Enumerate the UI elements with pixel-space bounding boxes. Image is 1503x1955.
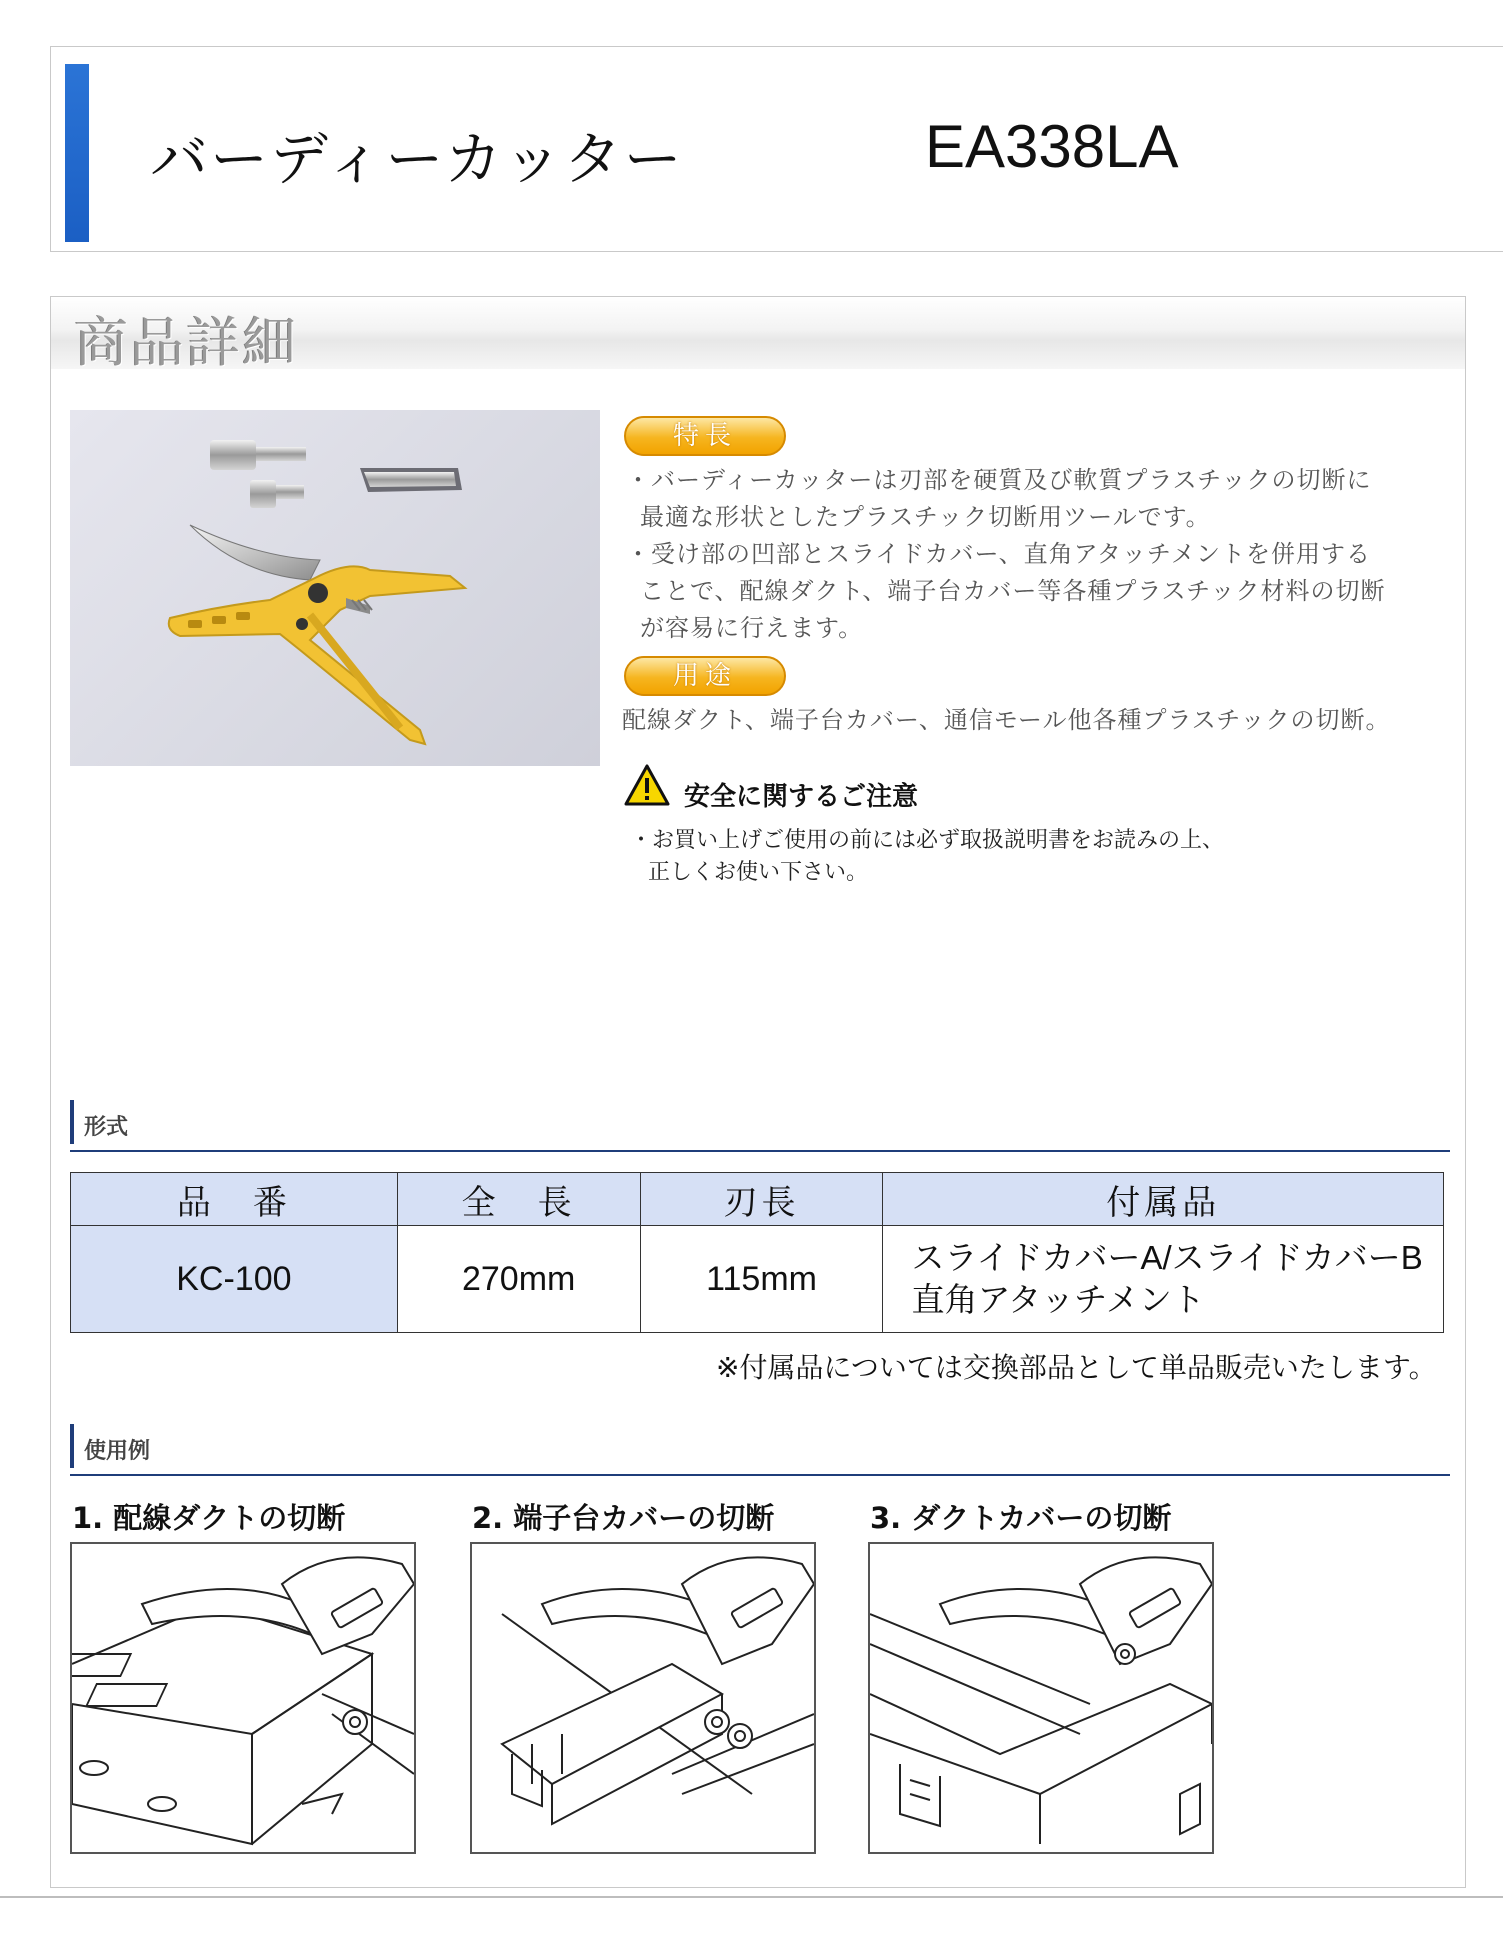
header-accent-bar: [65, 64, 89, 242]
example-illustration-terminal-cover: [470, 1542, 816, 1854]
example-caption: 2. 端子台カバーの切断: [472, 1501, 775, 1535]
examples-heading-bar: [70, 1424, 74, 1468]
detail-section-title: 商品詳細: [74, 311, 298, 374]
accessories-line: スライドカバーA/スライドカバーB: [911, 1239, 1423, 1276]
cell-part-no: KC-100: [71, 1226, 398, 1333]
table-header-row: [71, 1173, 1444, 1226]
spec-heading: 形式: [84, 1115, 129, 1140]
accessories-line: 直角アタッチメント: [911, 1281, 1205, 1318]
column-header-length: 全 長: [397, 1173, 640, 1226]
cutter-photo-image: [70, 410, 600, 766]
safety-line: ・お買い上げご使用の前には必ず取扱説明書をお読みの上、: [630, 828, 1225, 853]
spec-heading-rule: [70, 1150, 1450, 1152]
usage-badge: 用途: [624, 656, 786, 696]
features-line: が容易に行えます。: [640, 614, 864, 642]
product-model-number: EA338LA: [925, 113, 1179, 180]
column-header-part-no: 品 番: [71, 1173, 398, 1226]
cell-length: 270mm: [397, 1226, 640, 1333]
features-line: ・バーディーカッターは刃部を硬質及び軟質プラスチックの切断に: [626, 466, 1372, 494]
features-badge: 特長: [624, 416, 786, 456]
example-illustration-duct: [70, 1542, 416, 1854]
table-row: [71, 1226, 1444, 1333]
product-photo: [70, 410, 600, 766]
column-header-blade: 刃長: [640, 1173, 883, 1226]
usage-text: 配線ダクト、端子台カバー、通信モール他各種プラスチックの切断。: [622, 706, 1391, 734]
accessories-note: ※付属品については交換部品として単品販売いたします。: [716, 1351, 1437, 1384]
safety-line: 正しくお使い下さい。: [648, 860, 869, 885]
footer-rule: [0, 1896, 1503, 1898]
example-caption: 3. ダクトカバーの切断: [870, 1501, 1172, 1535]
example-caption: 1. 配線ダクトの切断: [72, 1501, 346, 1535]
examples-heading: 使用例: [84, 1439, 151, 1464]
features-line: ・受け部の凹部とスライドカバー、直角アタッチメントを併用する: [626, 540, 1371, 568]
spec-heading-bar: [70, 1100, 74, 1144]
examples-heading-rule: [70, 1474, 1450, 1476]
warning-icon: [624, 764, 670, 806]
example-illustration-duct-cover: [868, 1542, 1214, 1854]
features-line: ことで、配線ダクト、端子台カバー等各種プラスチック材料の切断: [640, 577, 1386, 605]
column-header-accessories: 付属品: [883, 1173, 1444, 1226]
product-title: バーディーカッター: [150, 125, 684, 193]
cell-accessories: [883, 1226, 1444, 1333]
features-line: 最適な形状としたプラスチック切断用ツールです。: [640, 503, 1211, 531]
cell-blade: 115mm: [640, 1226, 883, 1333]
safety-title: 安全に関するご注意: [684, 782, 919, 812]
spec-table: [70, 1172, 1444, 1333]
